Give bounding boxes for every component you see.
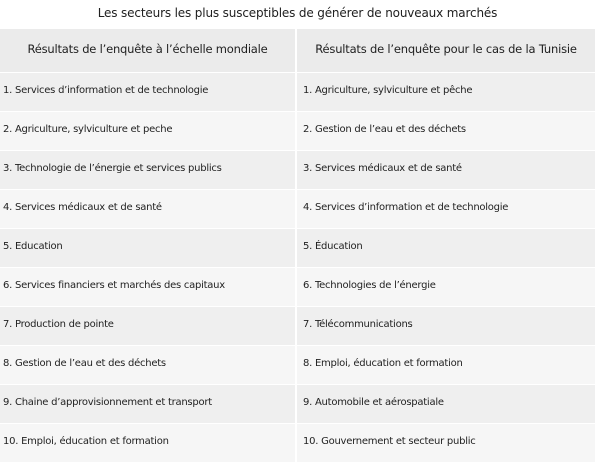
tunisia-result-1: 1. Agriculture, sylviculture et pêche [297,72,595,111]
global-results-header: Résultats de l’enquête à l’échelle mondiale [0,29,295,72]
global-result-2: 2. Agriculture, sylviculture et peche [0,111,295,150]
tunisia-result-5: 5. Éducation [297,228,595,267]
sectors-table [0,29,595,462]
tunisia-result-10: 10. Gouvernement et secteur public [297,423,595,462]
global-result-3: 3. Technologie de l’énergie et services publics [0,150,295,189]
global-result-9: 9. Chaine d’approvisionnement et transport [0,384,295,423]
global-result-5: 5. Education [0,228,295,267]
global-result-8: 8. Gestion de l’eau et des déchets [0,345,295,384]
global-result-1: 1. Services d’information et de technologie [0,72,295,111]
tunisia-result-2: 2. Gestion de l’eau et des déchets [297,111,595,150]
tunisia-result-4: 4. Services d’information et de technologie [297,189,595,228]
tunisia-result-3: 3. Services médicaux et de santé [297,150,595,189]
global-result-7: 7. Production de pointe [0,306,295,345]
tunisia-results-header: Résultats de l’enquête pour le cas de la Tunisie [297,29,595,72]
tunisia-results-column [297,29,595,462]
tunisia-result-6: 6. Technologies de l’énergie [297,267,595,306]
tunisia-result-8: 8. Emploi, éducation et formation [297,345,595,384]
global-result-4: 4. Services médicaux et de santé [0,189,295,228]
tunisia-result-7: 7. Télécommunications [297,306,595,345]
tunisia-result-9: 9. Automobile et aérospatiale [297,384,595,423]
global-result-10: 10. Emploi, éducation et formation [0,423,295,462]
global-results-column [0,29,297,462]
global-result-6: 6. Services financiers et marchés des capitaux [0,267,295,306]
table-title: Les secteurs les plus susceptibles de générer de nouveaux marchés [97,6,498,20]
